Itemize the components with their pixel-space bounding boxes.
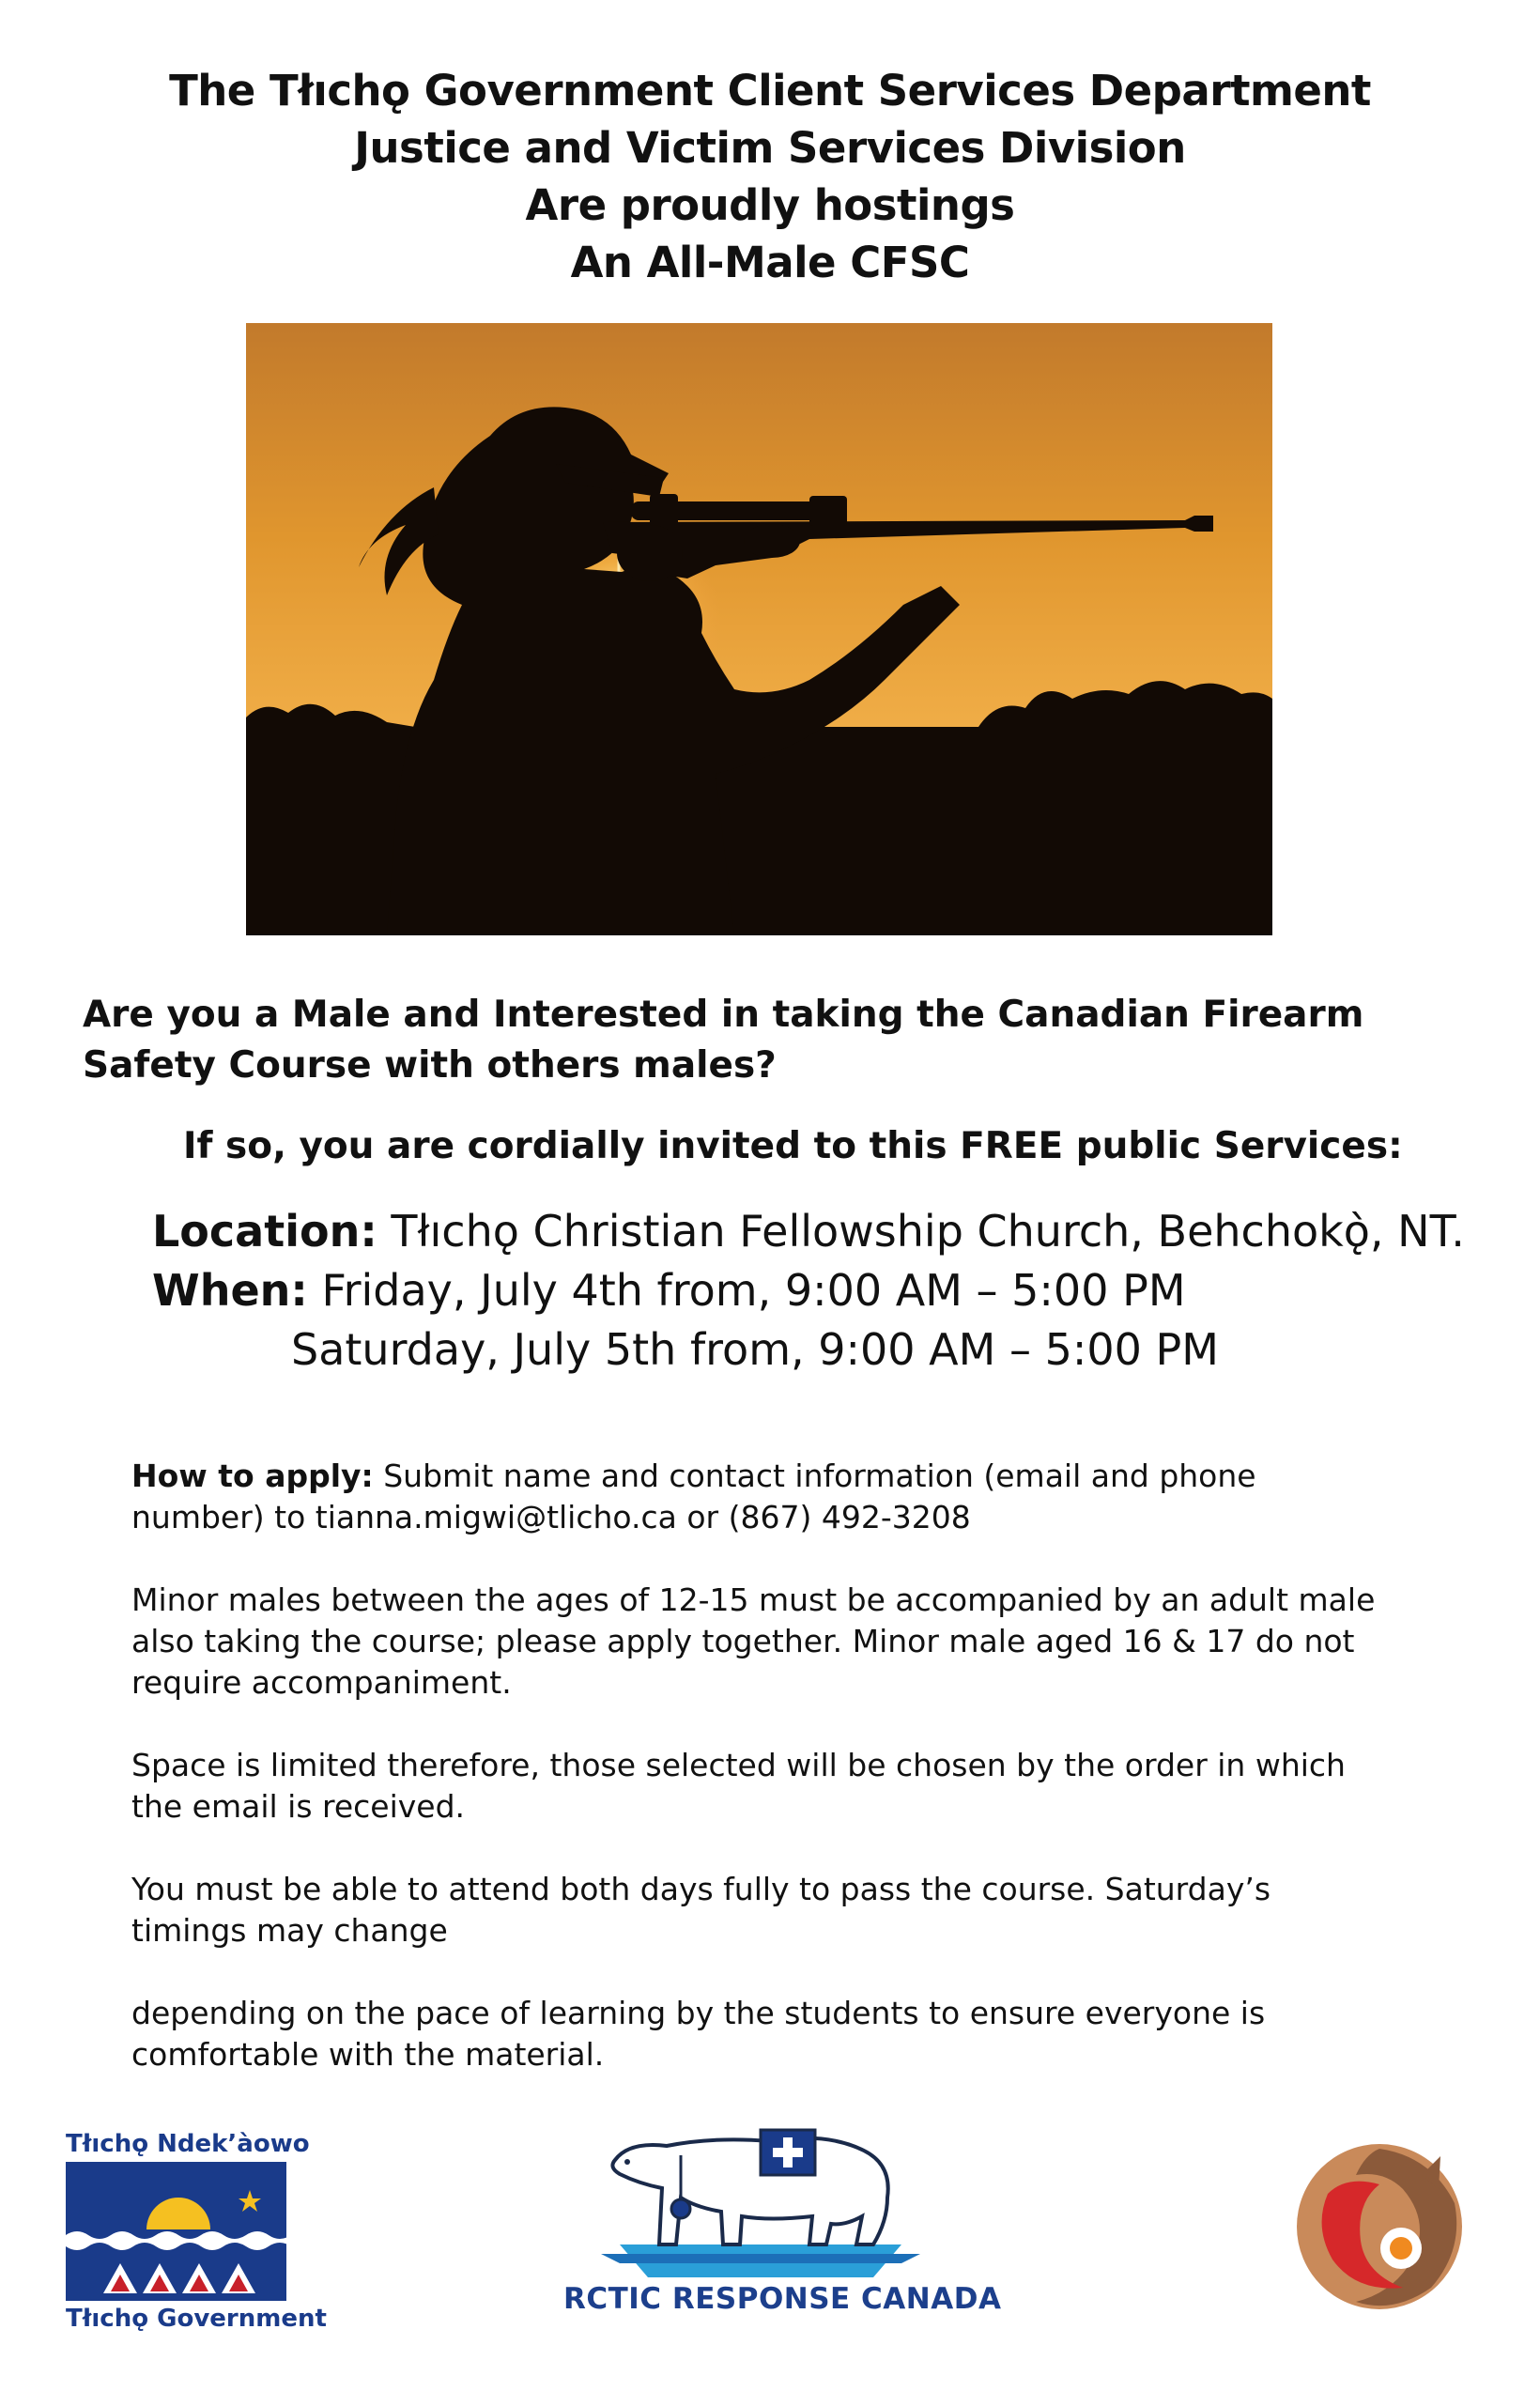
tlicho-flag-icon xyxy=(66,2162,286,2301)
attend-paragraph: You must be able to attend both days fully to pass the course. Saturday’s timings may change xyxy=(131,1871,1271,1949)
polar-bear-icon xyxy=(563,2113,958,2282)
apply-text: Submit name and contact information (email and phone number) to tianna.migwi@tlicho.ca or (867) 492-3208 xyxy=(131,1458,1256,1535)
header-line-4: An All-Male CFSC xyxy=(570,238,970,287)
hero-photo-shooter-silhouette xyxy=(246,323,1272,935)
tlicho-logo-top-text: Tłıchǫ Ndek’àowo xyxy=(66,2130,310,2158)
fox-icon xyxy=(1290,2137,1469,2316)
minors-paragraph: Minor males between the ages of 12-15 must be accompanied by an adult male also taking the course; please apply together. Minor male aged 16 & 17 do not require accompaniment. xyxy=(131,1581,1376,1701)
event-details xyxy=(152,1202,1465,1380)
tlicho-logo-bottom-text: Tłıchǫ Government xyxy=(66,2305,327,2333)
location-row xyxy=(152,1202,1465,1261)
when-row xyxy=(152,1261,1465,1320)
space-paragraph: Space is limited therefore, those selected will be chosen by the order in which the email is received. xyxy=(131,1747,1346,1825)
header-line-3: Are proudly hostings xyxy=(525,180,1015,230)
when-label: When: xyxy=(152,1265,308,1316)
fox-emblem-logo xyxy=(1290,2137,1469,2316)
flyer-header xyxy=(0,62,1540,291)
location-label: Location: xyxy=(152,1206,377,1257)
interest-question: Are you a Male and Interested in taking the Canadian Firearm Safety Course with others males? xyxy=(83,994,1364,1087)
tlicho-government-logo xyxy=(66,2130,327,2333)
header-line-1: The Tłıchǫ Government Client Services Department xyxy=(169,66,1371,116)
when-day-2: Saturday, July 5th from, 9:00 AM – 5:00 PM xyxy=(291,1324,1219,1375)
rctic-logo-text: RCTIC RESPONSE CANADA xyxy=(563,2282,1002,2316)
header-line-2: Justice and Victim Services Division xyxy=(354,123,1186,173)
invite-line: If so, you are cordially invited to this FREE public Services: xyxy=(183,1125,1403,1167)
pace-paragraph: depending on the pace of learning by the students to ensure everyone is comfortable with the material. xyxy=(131,1995,1266,2073)
rctic-response-canada-logo xyxy=(563,2113,1002,2329)
when-day-1: Friday, July 4th from, 9:00 AM – 5:00 PM xyxy=(321,1265,1186,1316)
body-text xyxy=(131,1456,1380,2117)
how-to-apply-paragraph xyxy=(131,1456,1380,1538)
apply-label: How to apply: xyxy=(131,1458,374,1494)
location-value: Tłıchǫ Christian Fellowship Church, Behchokǫ̀, NT. xyxy=(391,1206,1465,1257)
